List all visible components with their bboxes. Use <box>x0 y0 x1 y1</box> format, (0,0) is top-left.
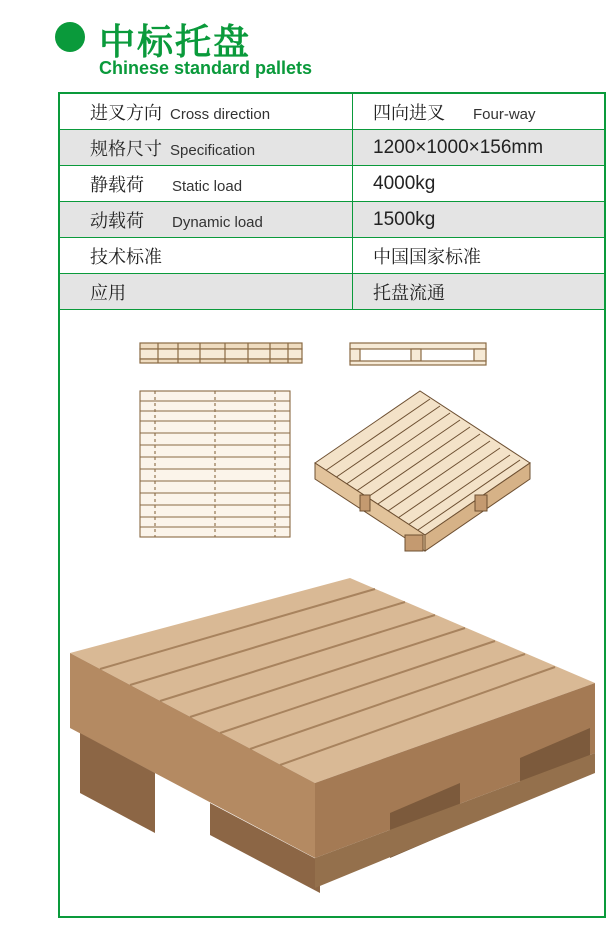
table-row <box>60 130 604 166</box>
page-title: 中标托盘 <box>99 22 252 63</box>
row-value-en: Four-way <box>473 105 536 123</box>
pallet-isometric-drawing <box>315 391 530 551</box>
table-row <box>60 166 604 202</box>
row-value: 托盘流通 <box>373 282 445 304</box>
page-subtitle: Chinese standard pallets <box>99 58 313 78</box>
pallet-side-view <box>140 343 302 363</box>
row-label: 进叉方向 <box>90 102 162 124</box>
row-label: 静载荷 <box>90 174 144 196</box>
row-label: 规格尺寸 <box>90 138 162 160</box>
row-label-en: Static load <box>172 177 243 195</box>
pallet-photo <box>70 578 595 893</box>
row-value: 中国国家标准 <box>373 246 481 268</box>
row-value: 4000kg <box>373 172 436 194</box>
pallet-illustrations <box>60 313 604 913</box>
spec-frame <box>58 92 606 918</box>
row-label-en: Specification <box>170 141 256 159</box>
green-bullet-icon <box>55 22 85 52</box>
row-value: 1500kg <box>373 208 436 230</box>
row-label-en: Dynamic load <box>172 213 263 231</box>
row-label: 技术标准 <box>90 246 162 268</box>
row-value: 1200×1000×156mm <box>373 136 544 158</box>
pallet-top-view <box>140 391 290 537</box>
table-row <box>60 94 604 130</box>
row-label: 应用 <box>90 282 126 304</box>
table-row <box>60 202 604 238</box>
table-row <box>60 274 604 310</box>
row-label: 动载荷 <box>90 210 144 232</box>
pallet-end-view <box>350 343 486 365</box>
row-label-en: Cross direction <box>170 105 271 123</box>
row-value: 四向进叉 <box>373 102 445 124</box>
table-row <box>60 238 604 274</box>
spec-table <box>60 94 604 310</box>
